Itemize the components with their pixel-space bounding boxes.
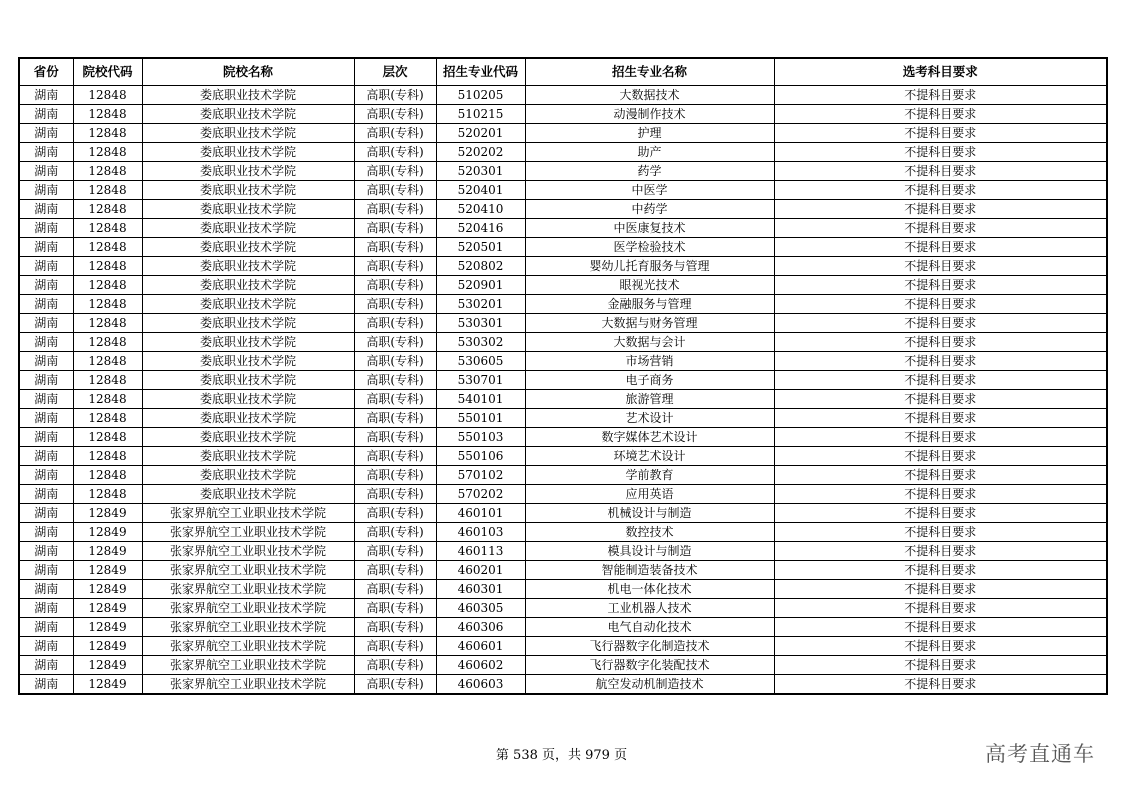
table-row	[19, 675, 1107, 695]
cell-major-name: 大数据与会计	[525, 333, 774, 352]
cell-school-code: 12849	[73, 580, 142, 599]
cell-school-name: 张家界航空工业职业技术学院	[142, 542, 354, 561]
cell-subject-requirement: 不提科目要求	[774, 314, 1107, 333]
cell-school-name: 娄底职业技术学院	[142, 333, 354, 352]
cell-major-name: 市场营销	[525, 352, 774, 371]
cell-major-name: 药学	[525, 162, 774, 181]
cell-school-name: 张家界航空工业职业技术学院	[142, 580, 354, 599]
cell-major-name: 飞行器数字化装配技术	[525, 656, 774, 675]
cell-school-name: 张家界航空工业职业技术学院	[142, 637, 354, 656]
cell-level: 高职(专科)	[354, 257, 436, 276]
cell-level: 高职(专科)	[354, 162, 436, 181]
cell-level: 高职(专科)	[354, 276, 436, 295]
cell-major-code: 550103	[436, 428, 525, 447]
cell-school-name: 娄底职业技术学院	[142, 181, 354, 200]
cell-province: 湖南	[19, 656, 73, 675]
cell-subject-requirement: 不提科目要求	[774, 618, 1107, 637]
cell-school-code: 12848	[73, 447, 142, 466]
cell-level: 高职(专科)	[354, 200, 436, 219]
cell-subject-requirement: 不提科目要求	[774, 276, 1107, 295]
cell-subject-requirement: 不提科目要求	[774, 105, 1107, 124]
cell-school-code: 12848	[73, 333, 142, 352]
cell-school-code: 12849	[73, 542, 142, 561]
cell-school-name: 张家界航空工业职业技术学院	[142, 675, 354, 695]
cell-school-name: 娄底职业技术学院	[142, 105, 354, 124]
cell-province: 湖南	[19, 637, 73, 656]
cell-major-name: 动漫制作技术	[525, 105, 774, 124]
cell-major-name: 金融服务与管理	[525, 295, 774, 314]
table-row	[19, 485, 1107, 504]
cell-major-name: 学前教育	[525, 466, 774, 485]
cell-province: 湖南	[19, 124, 73, 143]
cell-major-code: 510215	[436, 105, 525, 124]
cell-school-code: 12848	[73, 485, 142, 504]
cell-major-code: 460305	[436, 599, 525, 618]
cell-level: 高职(专科)	[354, 181, 436, 200]
cell-level: 高职(专科)	[354, 238, 436, 257]
cell-major-name: 工业机器人技术	[525, 599, 774, 618]
header-major-code: 招生专业代码	[436, 58, 525, 86]
cell-major-code: 520501	[436, 238, 525, 257]
cell-province: 湖南	[19, 390, 73, 409]
cell-level: 高职(专科)	[354, 314, 436, 333]
cell-level: 高职(专科)	[354, 447, 436, 466]
cell-level: 高职(专科)	[354, 599, 436, 618]
cell-school-name: 张家界航空工业职业技术学院	[142, 656, 354, 675]
cell-level: 高职(专科)	[354, 352, 436, 371]
cell-school-code: 12848	[73, 314, 142, 333]
cell-major-code: 460301	[436, 580, 525, 599]
cell-major-code: 460603	[436, 675, 525, 695]
cell-major-name: 电子商务	[525, 371, 774, 390]
cell-province: 湖南	[19, 276, 73, 295]
cell-province: 湖南	[19, 428, 73, 447]
cell-subject-requirement: 不提科目要求	[774, 675, 1107, 695]
cell-major-name: 大数据技术	[525, 86, 774, 105]
cell-subject-requirement: 不提科目要求	[774, 580, 1107, 599]
cell-subject-requirement: 不提科目要求	[774, 238, 1107, 257]
cell-level: 高职(专科)	[354, 105, 436, 124]
cell-level: 高职(专科)	[354, 428, 436, 447]
cell-subject-requirement: 不提科目要求	[774, 561, 1107, 580]
cell-province: 湖南	[19, 105, 73, 124]
cell-major-code: 520416	[436, 219, 525, 238]
cell-province: 湖南	[19, 295, 73, 314]
cell-major-code: 520202	[436, 143, 525, 162]
cell-province: 湖南	[19, 599, 73, 618]
cell-major-code: 460201	[436, 561, 525, 580]
cell-school-name: 娄底职业技术学院	[142, 200, 354, 219]
cell-level: 高职(专科)	[354, 219, 436, 238]
cell-level: 高职(专科)	[354, 618, 436, 637]
cell-province: 湖南	[19, 485, 73, 504]
cell-subject-requirement: 不提科目要求	[774, 637, 1107, 656]
cell-province: 湖南	[19, 162, 73, 181]
cell-school-code: 12848	[73, 409, 142, 428]
cell-major-name: 中医康复技术	[525, 219, 774, 238]
table-row	[19, 200, 1107, 219]
cell-subject-requirement: 不提科目要求	[774, 542, 1107, 561]
cell-school-name: 娄底职业技术学院	[142, 276, 354, 295]
cell-major-code: 460101	[436, 504, 525, 523]
cell-major-code: 460601	[436, 637, 525, 656]
cell-level: 高职(专科)	[354, 143, 436, 162]
table-row	[19, 409, 1107, 428]
cell-school-name: 娄底职业技术学院	[142, 352, 354, 371]
cell-subject-requirement: 不提科目要求	[774, 428, 1107, 447]
table-row	[19, 314, 1107, 333]
cell-school-name: 娄底职业技术学院	[142, 485, 354, 504]
cell-level: 高职(专科)	[354, 504, 436, 523]
cell-level: 高职(专科)	[354, 523, 436, 542]
cell-school-code: 12848	[73, 428, 142, 447]
cell-school-name: 张家界航空工业职业技术学院	[142, 618, 354, 637]
cell-major-code: 550106	[436, 447, 525, 466]
cell-level: 高职(专科)	[354, 86, 436, 105]
cell-level: 高职(专科)	[354, 371, 436, 390]
cell-school-code: 12849	[73, 523, 142, 542]
table-row	[19, 295, 1107, 314]
cell-school-name: 娄底职业技术学院	[142, 371, 354, 390]
table-row	[19, 162, 1107, 181]
cell-major-code: 570202	[436, 485, 525, 504]
table-row	[19, 390, 1107, 409]
cell-school-code: 12849	[73, 504, 142, 523]
cell-school-name: 娄底职业技术学院	[142, 86, 354, 105]
cell-school-code: 12848	[73, 86, 142, 105]
header-school-name: 院校名称	[142, 58, 354, 86]
cell-level: 高职(专科)	[354, 580, 436, 599]
cell-subject-requirement: 不提科目要求	[774, 656, 1107, 675]
cell-school-code: 12848	[73, 257, 142, 276]
cell-major-name: 助产	[525, 143, 774, 162]
table-row	[19, 599, 1107, 618]
table-row	[19, 428, 1107, 447]
cell-school-code: 12848	[73, 124, 142, 143]
cell-school-name: 娄底职业技术学院	[142, 447, 354, 466]
cell-school-code: 12848	[73, 276, 142, 295]
cell-major-name: 环境艺术设计	[525, 447, 774, 466]
cell-major-code: 460602	[436, 656, 525, 675]
cell-province: 湖南	[19, 371, 73, 390]
cell-school-name: 娄底职业技术学院	[142, 428, 354, 447]
table-row	[19, 105, 1107, 124]
cell-province: 湖南	[19, 542, 73, 561]
cell-subject-requirement: 不提科目要求	[774, 200, 1107, 219]
cell-school-name: 娄底职业技术学院	[142, 257, 354, 276]
cell-province: 湖南	[19, 523, 73, 542]
cell-level: 高职(专科)	[354, 466, 436, 485]
header-major-name: 招生专业名称	[525, 58, 774, 86]
cell-province: 湖南	[19, 333, 73, 352]
header-province: 省份	[19, 58, 73, 86]
cell-subject-requirement: 不提科目要求	[774, 599, 1107, 618]
cell-school-name: 娄底职业技术学院	[142, 466, 354, 485]
cell-major-code: 520201	[436, 124, 525, 143]
cell-level: 高职(专科)	[354, 485, 436, 504]
cell-level: 高职(专科)	[354, 124, 436, 143]
table-row	[19, 504, 1107, 523]
table-row	[19, 523, 1107, 542]
cell-school-code: 12849	[73, 637, 142, 656]
cell-school-code: 12848	[73, 162, 142, 181]
cell-subject-requirement: 不提科目要求	[774, 504, 1107, 523]
cell-school-code: 12848	[73, 200, 142, 219]
cell-major-name: 护理	[525, 124, 774, 143]
cell-school-code: 12849	[73, 675, 142, 695]
cell-major-code: 530302	[436, 333, 525, 352]
cell-school-name: 娄底职业技术学院	[142, 238, 354, 257]
cell-level: 高职(专科)	[354, 656, 436, 675]
cell-school-code: 12848	[73, 219, 142, 238]
table-row	[19, 181, 1107, 200]
table-row	[19, 257, 1107, 276]
cell-school-code: 12848	[73, 466, 142, 485]
table-row	[19, 466, 1107, 485]
cell-major-code: 520901	[436, 276, 525, 295]
cell-school-code: 12848	[73, 181, 142, 200]
cell-level: 高职(专科)	[354, 637, 436, 656]
watermark-text: 高考直通车	[985, 742, 1095, 766]
cell-school-code: 12848	[73, 238, 142, 257]
table-row	[19, 276, 1107, 295]
cell-province: 湖南	[19, 618, 73, 637]
cell-school-code: 12849	[73, 561, 142, 580]
cell-major-name: 旅游管理	[525, 390, 774, 409]
cell-major-name: 中药学	[525, 200, 774, 219]
cell-major-name: 智能制造装备技术	[525, 561, 774, 580]
cell-major-name: 医学检验技术	[525, 238, 774, 257]
cell-subject-requirement: 不提科目要求	[774, 466, 1107, 485]
cell-subject-requirement: 不提科目要求	[774, 295, 1107, 314]
cell-level: 高职(专科)	[354, 295, 436, 314]
cell-major-code: 530605	[436, 352, 525, 371]
cell-major-name: 电气自动化技术	[525, 618, 774, 637]
cell-major-code: 530301	[436, 314, 525, 333]
cell-major-name: 飞行器数字化制造技术	[525, 637, 774, 656]
cell-school-name: 娄底职业技术学院	[142, 143, 354, 162]
cell-school-name: 娄底职业技术学院	[142, 124, 354, 143]
cell-school-code: 12848	[73, 295, 142, 314]
table-row	[19, 333, 1107, 352]
cell-province: 湖南	[19, 352, 73, 371]
cell-school-code: 12849	[73, 599, 142, 618]
cell-major-code: 520410	[436, 200, 525, 219]
table-body	[19, 86, 1107, 695]
cell-province: 湖南	[19, 86, 73, 105]
cell-school-name: 张家界航空工业职业技术学院	[142, 504, 354, 523]
cell-subject-requirement: 不提科目要求	[774, 409, 1107, 428]
cell-level: 高职(专科)	[354, 409, 436, 428]
table-row	[19, 352, 1107, 371]
cell-major-name: 航空发动机制造技术	[525, 675, 774, 695]
table-row	[19, 371, 1107, 390]
cell-school-name: 张家界航空工业职业技术学院	[142, 599, 354, 618]
table-row	[19, 561, 1107, 580]
table-row	[19, 656, 1107, 675]
cell-school-code: 12849	[73, 618, 142, 637]
cell-school-name: 娄底职业技术学院	[142, 314, 354, 333]
cell-province: 湖南	[19, 143, 73, 162]
cell-subject-requirement: 不提科目要求	[774, 447, 1107, 466]
cell-school-name: 张家界航空工业职业技术学院	[142, 561, 354, 580]
cell-major-name: 眼视光技术	[525, 276, 774, 295]
header-subject-requirement: 选考科目要求	[774, 58, 1107, 86]
cell-major-code: 550101	[436, 409, 525, 428]
cell-school-name: 张家界航空工业职业技术学院	[142, 523, 354, 542]
table-row	[19, 542, 1107, 561]
cell-school-code: 12848	[73, 143, 142, 162]
cell-subject-requirement: 不提科目要求	[774, 485, 1107, 504]
page-number: 第 538 页，共 979 页	[495, 748, 628, 763]
cell-level: 高职(专科)	[354, 542, 436, 561]
table-row	[19, 637, 1107, 656]
cell-province: 湖南	[19, 466, 73, 485]
cell-major-name: 机械设计与制造	[525, 504, 774, 523]
admission-table	[18, 57, 1108, 695]
cell-province: 湖南	[19, 409, 73, 428]
cell-major-code: 520301	[436, 162, 525, 181]
cell-level: 高职(专科)	[354, 675, 436, 695]
cell-province: 湖南	[19, 447, 73, 466]
cell-major-name: 机电一体化技术	[525, 580, 774, 599]
cell-subject-requirement: 不提科目要求	[774, 124, 1107, 143]
cell-major-code: 570102	[436, 466, 525, 485]
cell-subject-requirement: 不提科目要求	[774, 390, 1107, 409]
cell-school-code: 12848	[73, 371, 142, 390]
table-row	[19, 618, 1107, 637]
cell-province: 湖南	[19, 257, 73, 276]
cell-province: 湖南	[19, 200, 73, 219]
table-row	[19, 238, 1107, 257]
cell-province: 湖南	[19, 181, 73, 200]
cell-major-name: 数控技术	[525, 523, 774, 542]
cell-school-name: 娄底职业技术学院	[142, 295, 354, 314]
cell-province: 湖南	[19, 504, 73, 523]
table-row	[19, 86, 1107, 105]
cell-school-name: 娄底职业技术学院	[142, 390, 354, 409]
cell-school-name: 娄底职业技术学院	[142, 219, 354, 238]
header-row	[19, 58, 1107, 86]
header-school-code: 院校代码	[73, 58, 142, 86]
table-row	[19, 447, 1107, 466]
cell-major-code: 460306	[436, 618, 525, 637]
cell-school-code: 12848	[73, 352, 142, 371]
cell-major-name: 中医学	[525, 181, 774, 200]
cell-major-name: 婴幼儿托育服务与管理	[525, 257, 774, 276]
table-row	[19, 143, 1107, 162]
cell-school-name: 娄底职业技术学院	[142, 409, 354, 428]
cell-major-code: 520802	[436, 257, 525, 276]
cell-major-name: 艺术设计	[525, 409, 774, 428]
cell-major-code: 510205	[436, 86, 525, 105]
table-row	[19, 124, 1107, 143]
cell-major-code: 460113	[436, 542, 525, 561]
cell-subject-requirement: 不提科目要求	[774, 86, 1107, 105]
cell-school-code: 12848	[73, 390, 142, 409]
cell-level: 高职(专科)	[354, 561, 436, 580]
table-row	[19, 219, 1107, 238]
cell-major-name: 模具设计与制造	[525, 542, 774, 561]
cell-subject-requirement: 不提科目要求	[774, 162, 1107, 181]
cell-province: 湖南	[19, 675, 73, 695]
cell-subject-requirement: 不提科目要求	[774, 257, 1107, 276]
cell-province: 湖南	[19, 314, 73, 333]
cell-major-code: 530701	[436, 371, 525, 390]
cell-province: 湖南	[19, 238, 73, 257]
cell-subject-requirement: 不提科目要求	[774, 333, 1107, 352]
cell-major-code: 520401	[436, 181, 525, 200]
cell-province: 湖南	[19, 561, 73, 580]
cell-level: 高职(专科)	[354, 333, 436, 352]
cell-major-code: 460103	[436, 523, 525, 542]
cell-major-name: 大数据与财务管理	[525, 314, 774, 333]
cell-subject-requirement: 不提科目要求	[774, 352, 1107, 371]
cell-province: 湖南	[19, 219, 73, 238]
cell-province: 湖南	[19, 580, 73, 599]
header-level: 层次	[354, 58, 436, 86]
cell-school-code: 12848	[73, 105, 142, 124]
cell-school-code: 12849	[73, 656, 142, 675]
table-row	[19, 580, 1107, 599]
cell-subject-requirement: 不提科目要求	[774, 523, 1107, 542]
table-header	[19, 58, 1107, 86]
cell-subject-requirement: 不提科目要求	[774, 219, 1107, 238]
cell-major-name: 数字媒体艺术设计	[525, 428, 774, 447]
cell-major-name: 应用英语	[525, 485, 774, 504]
cell-subject-requirement: 不提科目要求	[774, 371, 1107, 390]
cell-major-code: 540101	[436, 390, 525, 409]
cell-level: 高职(专科)	[354, 390, 436, 409]
cell-subject-requirement: 不提科目要求	[774, 181, 1107, 200]
cell-school-name: 娄底职业技术学院	[142, 162, 354, 181]
cell-subject-requirement: 不提科目要求	[774, 143, 1107, 162]
cell-major-code: 530201	[436, 295, 525, 314]
